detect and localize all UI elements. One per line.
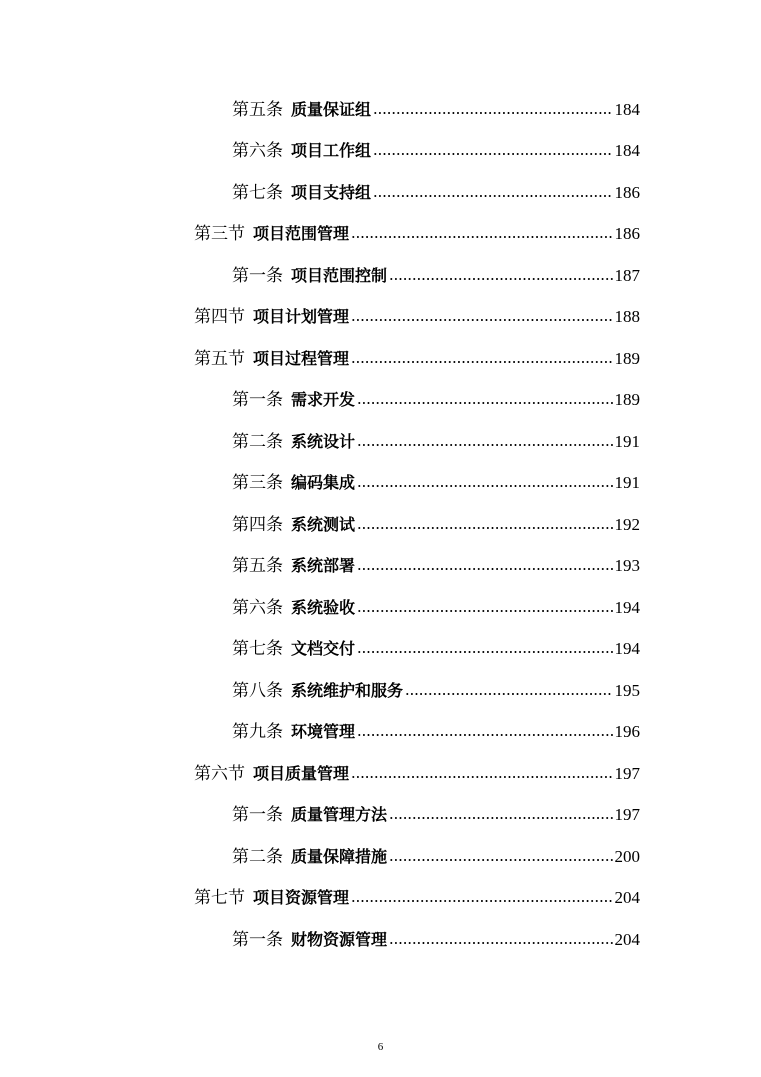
toc-entry-page: 191 bbox=[614, 473, 640, 493]
toc-entry-title: 项目质量管理 bbox=[253, 763, 350, 783]
toc-entry-number: 第三节 bbox=[194, 224, 245, 245]
toc-entry[interactable] bbox=[0, 670, 640, 712]
toc-entry-number: 第八条 bbox=[232, 680, 283, 701]
toc-entry-title: 质量保障措施 bbox=[291, 846, 388, 866]
toc-entry-number: 第六条 bbox=[232, 141, 283, 162]
toc-entry-title: 文档交付 bbox=[291, 639, 356, 659]
toc-entry-page: 204 bbox=[614, 888, 640, 908]
toc-entry-title: 需求开发 bbox=[291, 390, 356, 410]
dot-leader bbox=[389, 936, 612, 950]
dot-leader bbox=[351, 355, 612, 369]
toc-entry-title: 项目支持组 bbox=[291, 182, 372, 202]
toc-entry-page: 189 bbox=[614, 390, 640, 410]
toc-entry[interactable] bbox=[0, 463, 640, 505]
toc-entry[interactable] bbox=[0, 836, 640, 878]
toc-entry-number: 第一条 bbox=[232, 390, 283, 411]
dot-leader bbox=[373, 106, 612, 120]
toc-entry-number: 第一条 bbox=[232, 265, 283, 286]
dot-leader bbox=[357, 396, 612, 410]
toc-entry-page: 197 bbox=[614, 763, 640, 783]
toc-entry-page: 194 bbox=[614, 597, 640, 617]
toc-entry[interactable] bbox=[0, 504, 640, 546]
toc-entry-page: 189 bbox=[614, 348, 640, 368]
toc-entry-number: 第七条 bbox=[232, 639, 283, 660]
toc-entry-page: 184 bbox=[614, 99, 640, 119]
dot-leader bbox=[357, 728, 612, 742]
toc-entry-page: 188 bbox=[614, 307, 640, 327]
toc-entry-title: 质量管理方法 bbox=[291, 805, 388, 825]
toc-entry-title: 项目计划管理 bbox=[253, 307, 350, 327]
toc-entry-number: 第四节 bbox=[194, 307, 245, 328]
dot-leader bbox=[389, 853, 612, 867]
toc-entry-title: 系统维护和服务 bbox=[291, 680, 404, 700]
toc-entry-page: 186 bbox=[614, 224, 640, 244]
toc-entry-page: 204 bbox=[614, 929, 640, 949]
dot-leader bbox=[389, 811, 612, 825]
toc-entry[interactable] bbox=[0, 753, 640, 795]
toc-entry-number: 第四条 bbox=[232, 514, 283, 535]
toc-entry[interactable] bbox=[0, 919, 640, 961]
dot-leader bbox=[357, 479, 612, 493]
toc-entry-page: 184 bbox=[614, 141, 640, 161]
toc-entry-title: 项目资源管理 bbox=[253, 888, 350, 908]
dot-leader bbox=[351, 894, 612, 908]
dot-leader bbox=[351, 230, 612, 244]
toc-entry-title: 环境管理 bbox=[291, 722, 356, 742]
dot-leader bbox=[373, 189, 612, 203]
toc-entry[interactable] bbox=[0, 214, 640, 256]
toc-entry-title: 财物资源管理 bbox=[291, 929, 388, 949]
table-of-contents bbox=[0, 89, 761, 961]
toc-entry-number: 第五节 bbox=[194, 348, 245, 369]
toc-entry[interactable] bbox=[0, 380, 640, 422]
toc-entry-title: 系统部署 bbox=[291, 556, 356, 576]
toc-entry[interactable] bbox=[0, 712, 640, 754]
toc-entry-page: 196 bbox=[614, 722, 640, 742]
toc-entry-page: 191 bbox=[614, 431, 640, 451]
dot-leader bbox=[357, 521, 612, 535]
toc-entry-title: 系统测试 bbox=[291, 514, 356, 534]
toc-entry-title: 编码集成 bbox=[291, 473, 356, 493]
toc-entry-number: 第三条 bbox=[232, 473, 283, 494]
toc-entry[interactable] bbox=[0, 587, 640, 629]
toc-entry-number: 第二条 bbox=[232, 431, 283, 452]
toc-entry[interactable] bbox=[0, 795, 640, 837]
toc-entry-page: 193 bbox=[614, 556, 640, 576]
dot-leader bbox=[405, 687, 612, 701]
toc-entry-title: 系统验收 bbox=[291, 597, 356, 617]
toc-entry-number: 第九条 bbox=[232, 722, 283, 743]
toc-entry-number: 第七条 bbox=[232, 182, 283, 203]
toc-entry-title: 项目过程管理 bbox=[253, 348, 350, 368]
toc-entry-title: 项目工作组 bbox=[291, 141, 372, 161]
toc-entry-number: 第五条 bbox=[232, 99, 283, 120]
toc-entry-number: 第一条 bbox=[232, 929, 283, 950]
toc-entry-number: 第一条 bbox=[232, 805, 283, 826]
toc-entry-page: 194 bbox=[614, 639, 640, 659]
toc-entry-number: 第六条 bbox=[232, 597, 283, 618]
toc-entry-number: 第七节 bbox=[194, 888, 245, 909]
toc-entry[interactable] bbox=[0, 338, 640, 380]
toc-entry[interactable] bbox=[0, 131, 640, 173]
page-number: 6 bbox=[377, 1041, 384, 1053]
toc-entry-title: 项目范围管理 bbox=[253, 224, 350, 244]
dot-leader bbox=[357, 562, 612, 576]
toc-entry-page: 197 bbox=[614, 805, 640, 825]
toc-entry-title: 质量保证组 bbox=[291, 99, 372, 119]
dot-leader bbox=[373, 147, 612, 161]
toc-entry-number: 第二条 bbox=[232, 846, 283, 867]
toc-entry-page: 187 bbox=[614, 265, 640, 285]
dot-leader bbox=[357, 438, 612, 452]
toc-entry-page: 200 bbox=[614, 846, 640, 866]
toc-entry-number: 第五条 bbox=[232, 556, 283, 577]
toc-entry[interactable] bbox=[0, 255, 640, 297]
toc-entry-title: 项目范围控制 bbox=[291, 265, 388, 285]
dot-leader bbox=[389, 272, 612, 286]
toc-entry[interactable] bbox=[0, 421, 640, 463]
dot-leader bbox=[351, 313, 612, 327]
toc-entry-page: 192 bbox=[614, 514, 640, 534]
toc-entry[interactable] bbox=[0, 629, 640, 671]
toc-entry-title: 系统设计 bbox=[291, 431, 356, 451]
toc-entry[interactable] bbox=[0, 89, 640, 131]
dot-leader bbox=[357, 645, 612, 659]
toc-entry[interactable] bbox=[0, 297, 640, 339]
toc-entry[interactable] bbox=[0, 546, 640, 588]
dot-leader bbox=[351, 770, 612, 784]
toc-entry-page: 195 bbox=[614, 680, 640, 700]
dot-leader bbox=[357, 604, 612, 618]
toc-entry-number: 第六节 bbox=[194, 763, 245, 784]
toc-entry[interactable] bbox=[0, 878, 640, 920]
toc-entry-page: 186 bbox=[614, 182, 640, 202]
toc-entry[interactable] bbox=[0, 172, 640, 214]
